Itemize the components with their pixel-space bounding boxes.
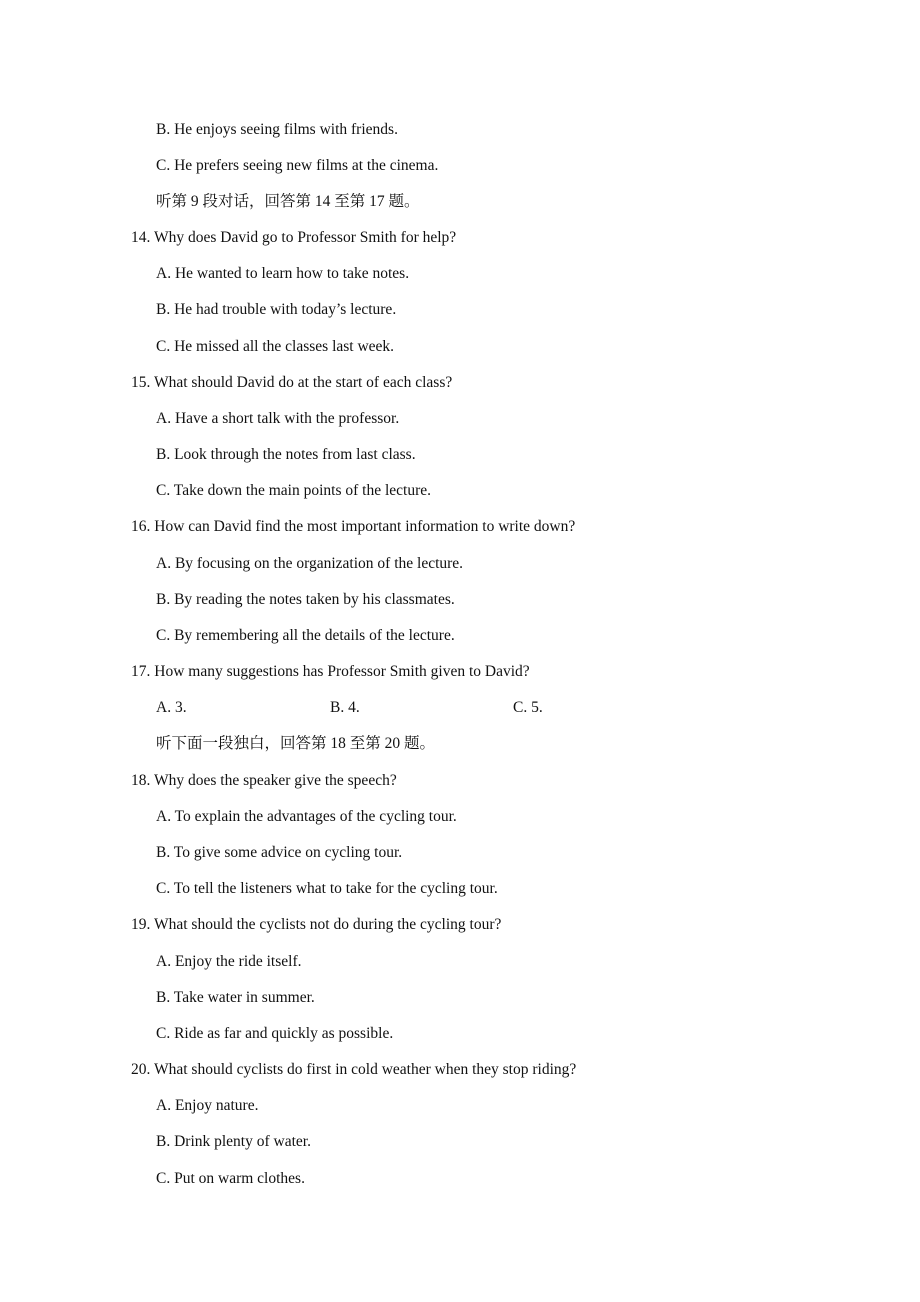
section-instruction-9: 听第 9 段对话，回答第 14 至第 17 题。 — [156, 193, 420, 210]
question-18: 18. Why does the speaker give the speech? — [131, 772, 397, 789]
option-18c: C. To tell the listeners what to take for the cycling tour. — [156, 880, 498, 897]
option-15b: B. Look through the notes from last class. — [156, 446, 416, 463]
option-13c: C. He prefers seeing new films at the cinema. — [156, 157, 439, 174]
question-17: 17. How many suggestions has Professor Smith given to David? — [131, 663, 530, 680]
option-17a: A. 3. — [156, 699, 187, 716]
option-16b: B. By reading the notes taken by his classmates. — [156, 591, 455, 608]
question-14: 14. Why does David go to Professor Smith for help? — [131, 229, 457, 246]
option-19c: C. Ride as far and quickly as possible. — [156, 1025, 394, 1042]
option-14b: B. He had trouble with today’s lecture. — [156, 301, 397, 318]
option-19b: B. Take water in summer. — [156, 989, 315, 1006]
option-16a: A. By focusing on the organization of the lecture. — [156, 555, 464, 572]
option-20b: B. Drink plenty of water. — [156, 1133, 311, 1150]
section-instruction-monologue: 听下面一段独白，回答第 18 至第 20 题。 — [156, 735, 436, 752]
question-16: 16. How can David find the most important information to write down? — [131, 518, 576, 535]
option-15c: C. Take down the main points of the lecture. — [156, 482, 431, 499]
option-19a: A. Enjoy the ride itself. — [156, 953, 302, 970]
option-17c: C. 5. — [513, 699, 543, 716]
option-16c: C. By remembering all the details of the lecture. — [156, 627, 455, 644]
option-18a: A. To explain the advantages of the cycling tour. — [156, 808, 457, 825]
option-14c: C. He missed all the classes last week. — [156, 338, 395, 355]
option-18b: B. To give some advice on cycling tour. — [156, 844, 403, 861]
option-15a: A. Have a short talk with the professor. — [156, 410, 400, 427]
question-20: 20. What should cyclists do first in cold weather when they stop riding? — [131, 1061, 577, 1078]
option-13b: B. He enjoys seeing films with friends. — [156, 121, 398, 138]
question-19: 19. What should the cyclists not do during the cycling tour? — [131, 916, 502, 933]
option-20a: A. Enjoy nature. — [156, 1097, 259, 1114]
option-17b: B. 4. — [330, 699, 360, 716]
option-14a: A. He wanted to learn how to take notes. — [156, 265, 410, 282]
question-15: 15. What should David do at the start of each class? — [131, 374, 453, 391]
option-20c: C. Put on warm clothes. — [156, 1170, 305, 1187]
